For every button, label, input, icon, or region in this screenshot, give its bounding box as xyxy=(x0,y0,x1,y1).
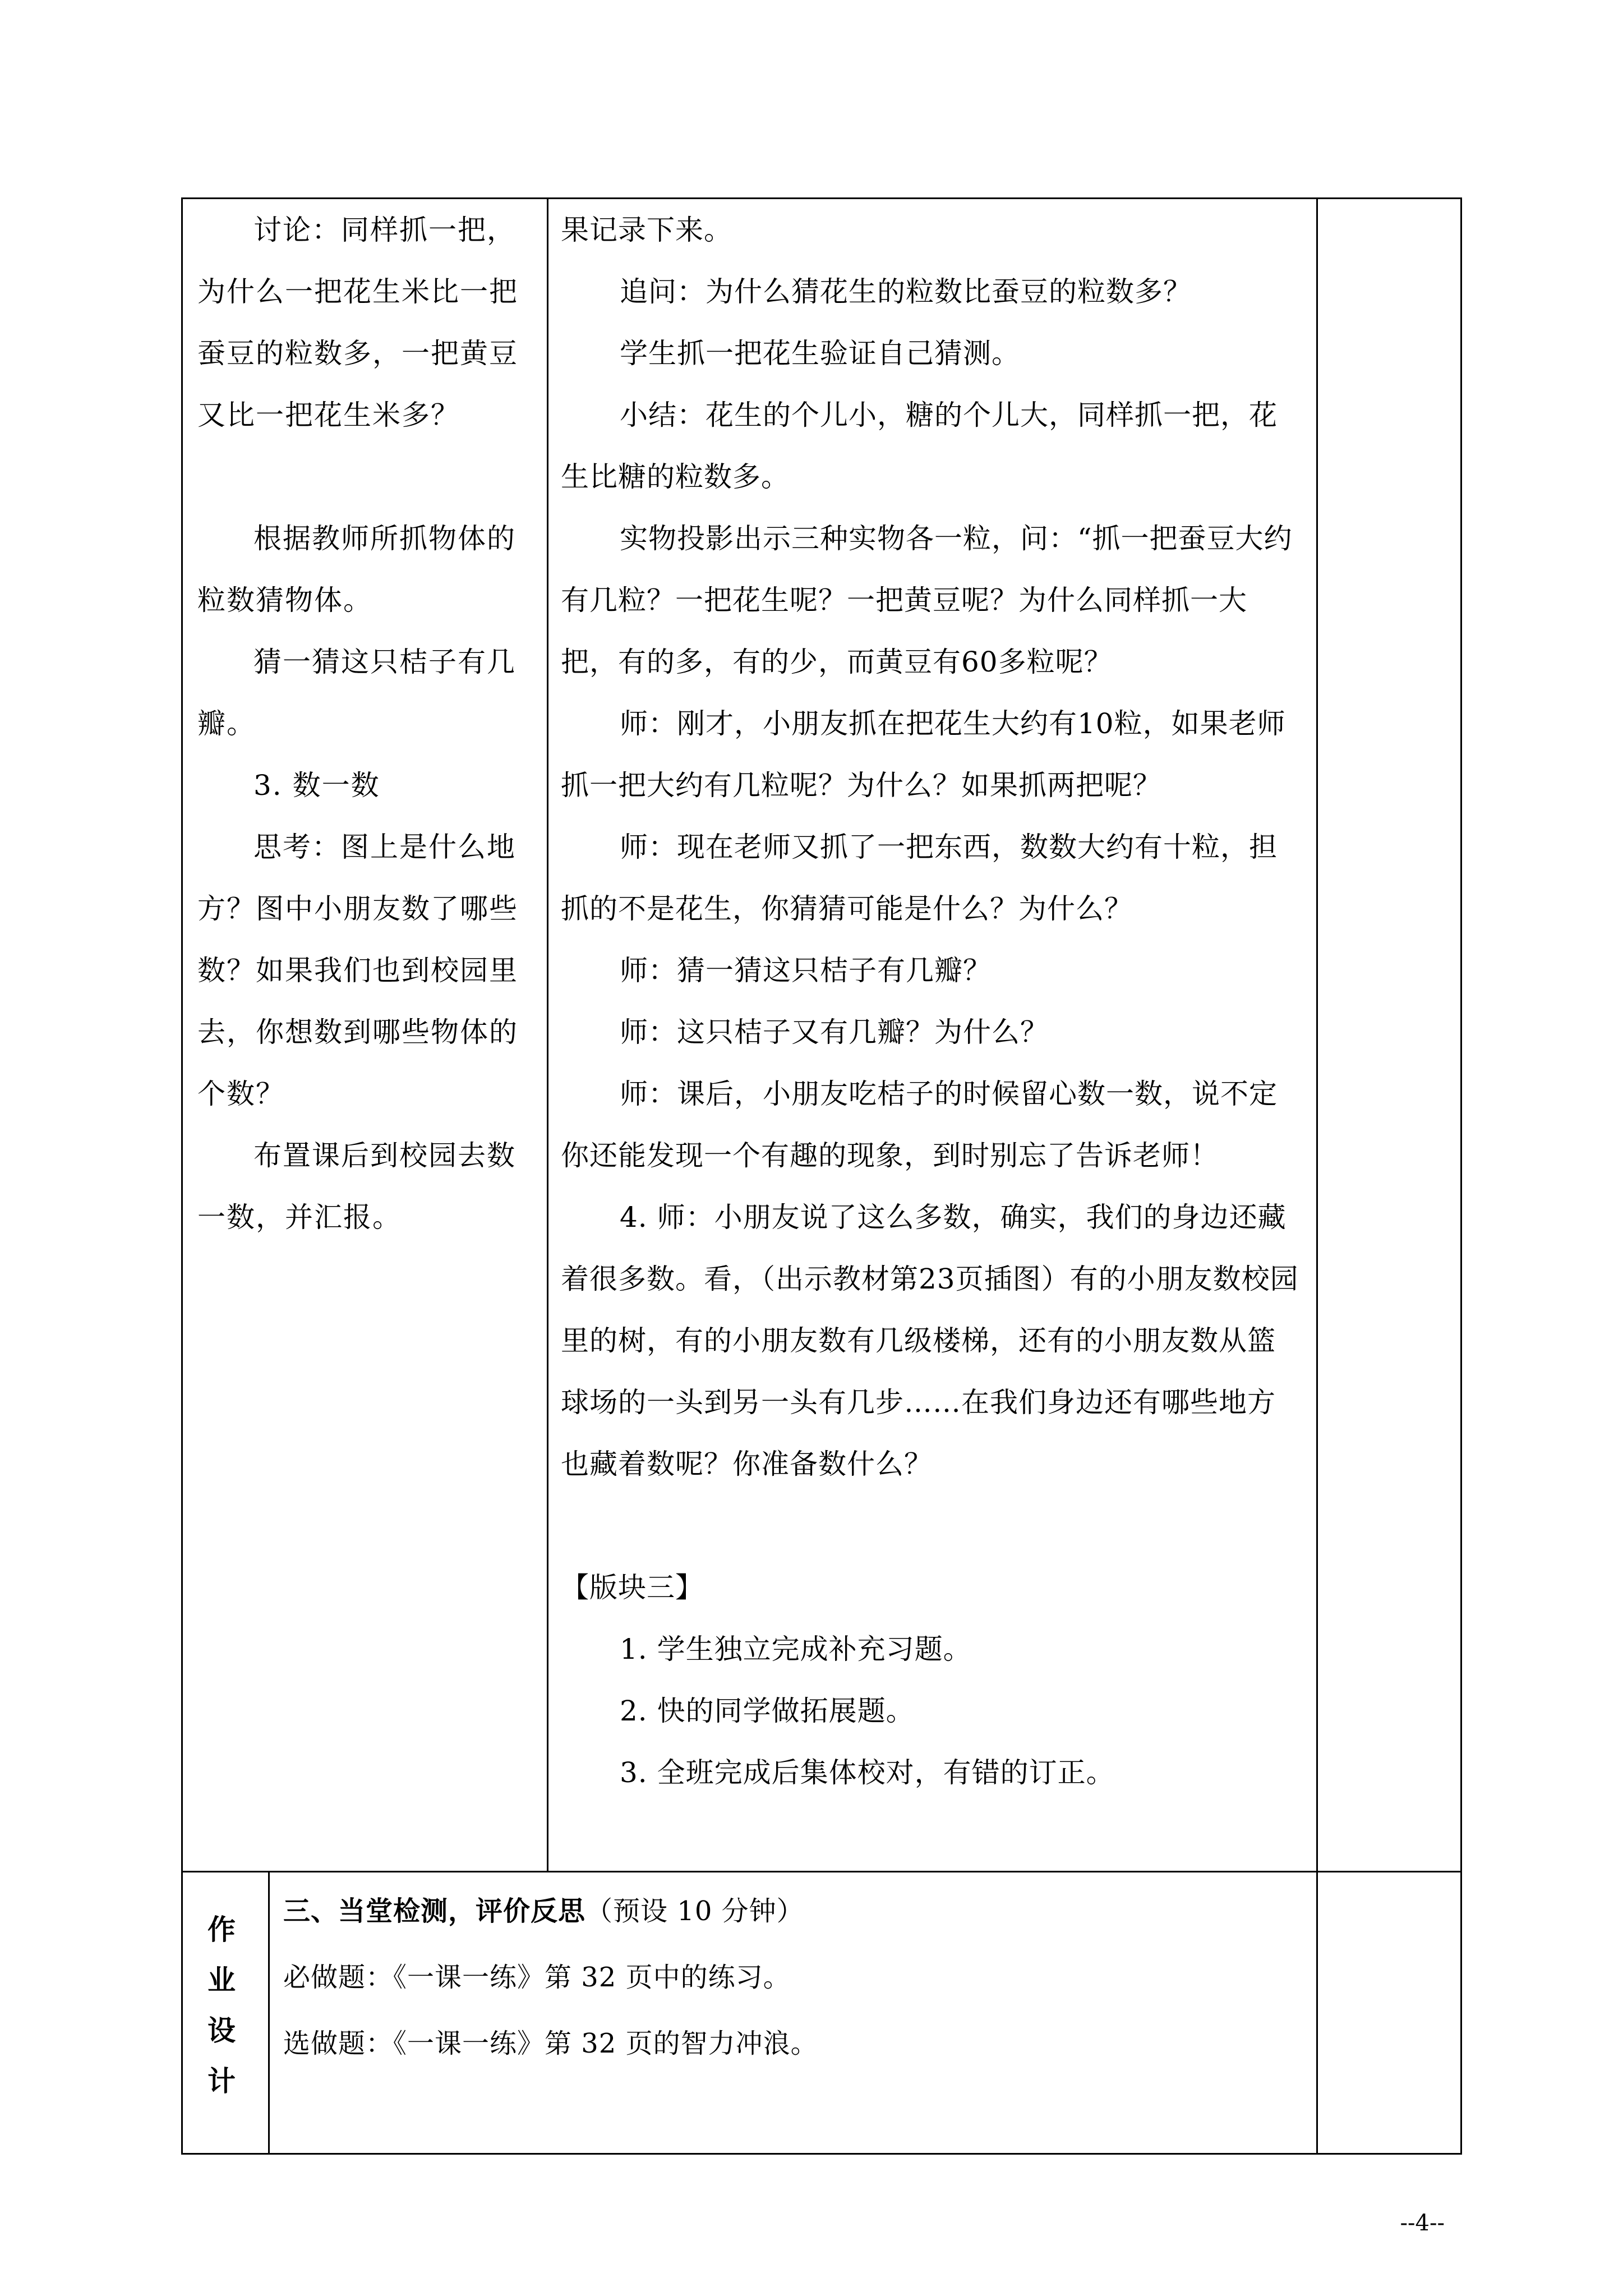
left-paragraph: 根据教师所抓物体的粒数猜物体。 xyxy=(197,522,516,616)
homework-heading-bold: 三、当堂检测，评价反思 xyxy=(283,1895,586,1927)
left-paragraph: 猜一猜这只桔子有几瓣。 xyxy=(197,646,516,740)
table-row-divider xyxy=(181,1871,1462,1872)
homework-label-char: 作 xyxy=(208,1913,236,1946)
left-paragraph: 布置课后到校园去数一数，并汇报。 xyxy=(197,1139,516,1234)
homework-label-char: 设 xyxy=(208,2014,236,2047)
mid-paragraph: 师：刚才，小朋友抓在把花生大约有10粒，如果老师抓一把大约有几粒呢？为什么？如果抓两把呢？ xyxy=(561,707,1286,802)
column-divider-label xyxy=(268,1871,270,2155)
table-bottom-border xyxy=(181,2153,1462,2155)
homework-heading-note: （预设 10 分钟） xyxy=(585,1895,804,1927)
left-paragraph: 讨论：同样抓一把，为什么一把花生米比一把蚕豆的粒数多，一把黄豆又比一把花生米多？ xyxy=(197,214,518,431)
mid-paragraph: 追问：为什么猜花生的粒数比蚕豆的粒数多？ xyxy=(620,275,1192,308)
mid-paragraph: 师：现在老师又抓了一把东西，数数大约有十粒，担抓的不是花生，你猜猜可能是什么？为什么？ xyxy=(561,831,1278,925)
homework-heading xyxy=(283,1878,1304,1944)
page-number: --4-- xyxy=(1400,2210,1445,2236)
mid-paragraph: 果记录下来。 xyxy=(561,214,732,246)
homework-optional: 选做题：《一课一练》第 32 页的智力冲浪。 xyxy=(283,2028,818,2059)
homework-content xyxy=(283,1878,1304,2077)
mid-paragraph: 实物投影出示三种实物各一粒，问：“抓一把蚕豆大约有几粒？一把花生呢？一把黄豆呢？为什么同样抓一大把，有的多，有的少，而黄豆有60多粒呢？ xyxy=(561,522,1293,678)
list-item: 3. 全班完成后集体校对，有错的订正。 xyxy=(620,1756,1115,1789)
mid-paragraph: 学生抓一把花生验证自己猜测。 xyxy=(620,337,1020,370)
column-divider-left-mid xyxy=(547,197,548,1872)
mid-paragraph: 师：课后，小朋友吃桔子的时候留心数一数，说不定你还能发现一个有趣的现象，到时别忘了告诉老师！ xyxy=(561,1078,1278,1172)
mid-paragraph: 师：这只桔子又有几瓣？为什么？ xyxy=(620,1016,1049,1048)
left-paragraph: 3. 数一数 xyxy=(253,769,380,802)
list-item: 1. 学生独立完成补充习题。 xyxy=(620,1633,972,1665)
homework-required: 必做题：《一课一练》第 32 页中的练习。 xyxy=(283,1962,791,1993)
left-paragraph: 思考：图上是什么地方？图中小朋友数了哪些数？如果我们也到校园里去，你想数到哪些物体的个数？ xyxy=(197,831,518,1110)
column-divider-notes xyxy=(1316,197,1318,2155)
homework-label-char: 计 xyxy=(208,2065,236,2097)
student-activity-column xyxy=(197,199,538,1248)
block-title: 【版块三】 xyxy=(561,1571,704,1604)
table-right-border xyxy=(1460,197,1462,2155)
mid-paragraph: 师：猜一猜这只桔子有几瓣？ xyxy=(620,954,992,987)
homework-label xyxy=(185,1904,258,2106)
homework-label-char: 业 xyxy=(208,1964,236,1996)
mid-paragraph: 4. 师：小朋友说了这么多数，确实，我们的身边还藏着很多数。看，（出示教材第23页插图）有的小朋友数校园里的树，有的小朋友数有几级楼梯，还有的小朋友数从篮球场的一头到另一头有几步……在我们身边还有哪些地方也藏着数呢？你准备数什么？ xyxy=(561,1201,1299,1480)
table-left-border xyxy=(181,197,183,2155)
teacher-activity-column xyxy=(561,199,1301,1803)
mid-paragraph: 小结：花生的个儿小，糖的个儿大，同样抓一把，花生比糖的粒数多。 xyxy=(561,399,1278,493)
list-item: 2. 快的同学做拓展题。 xyxy=(620,1695,915,1727)
